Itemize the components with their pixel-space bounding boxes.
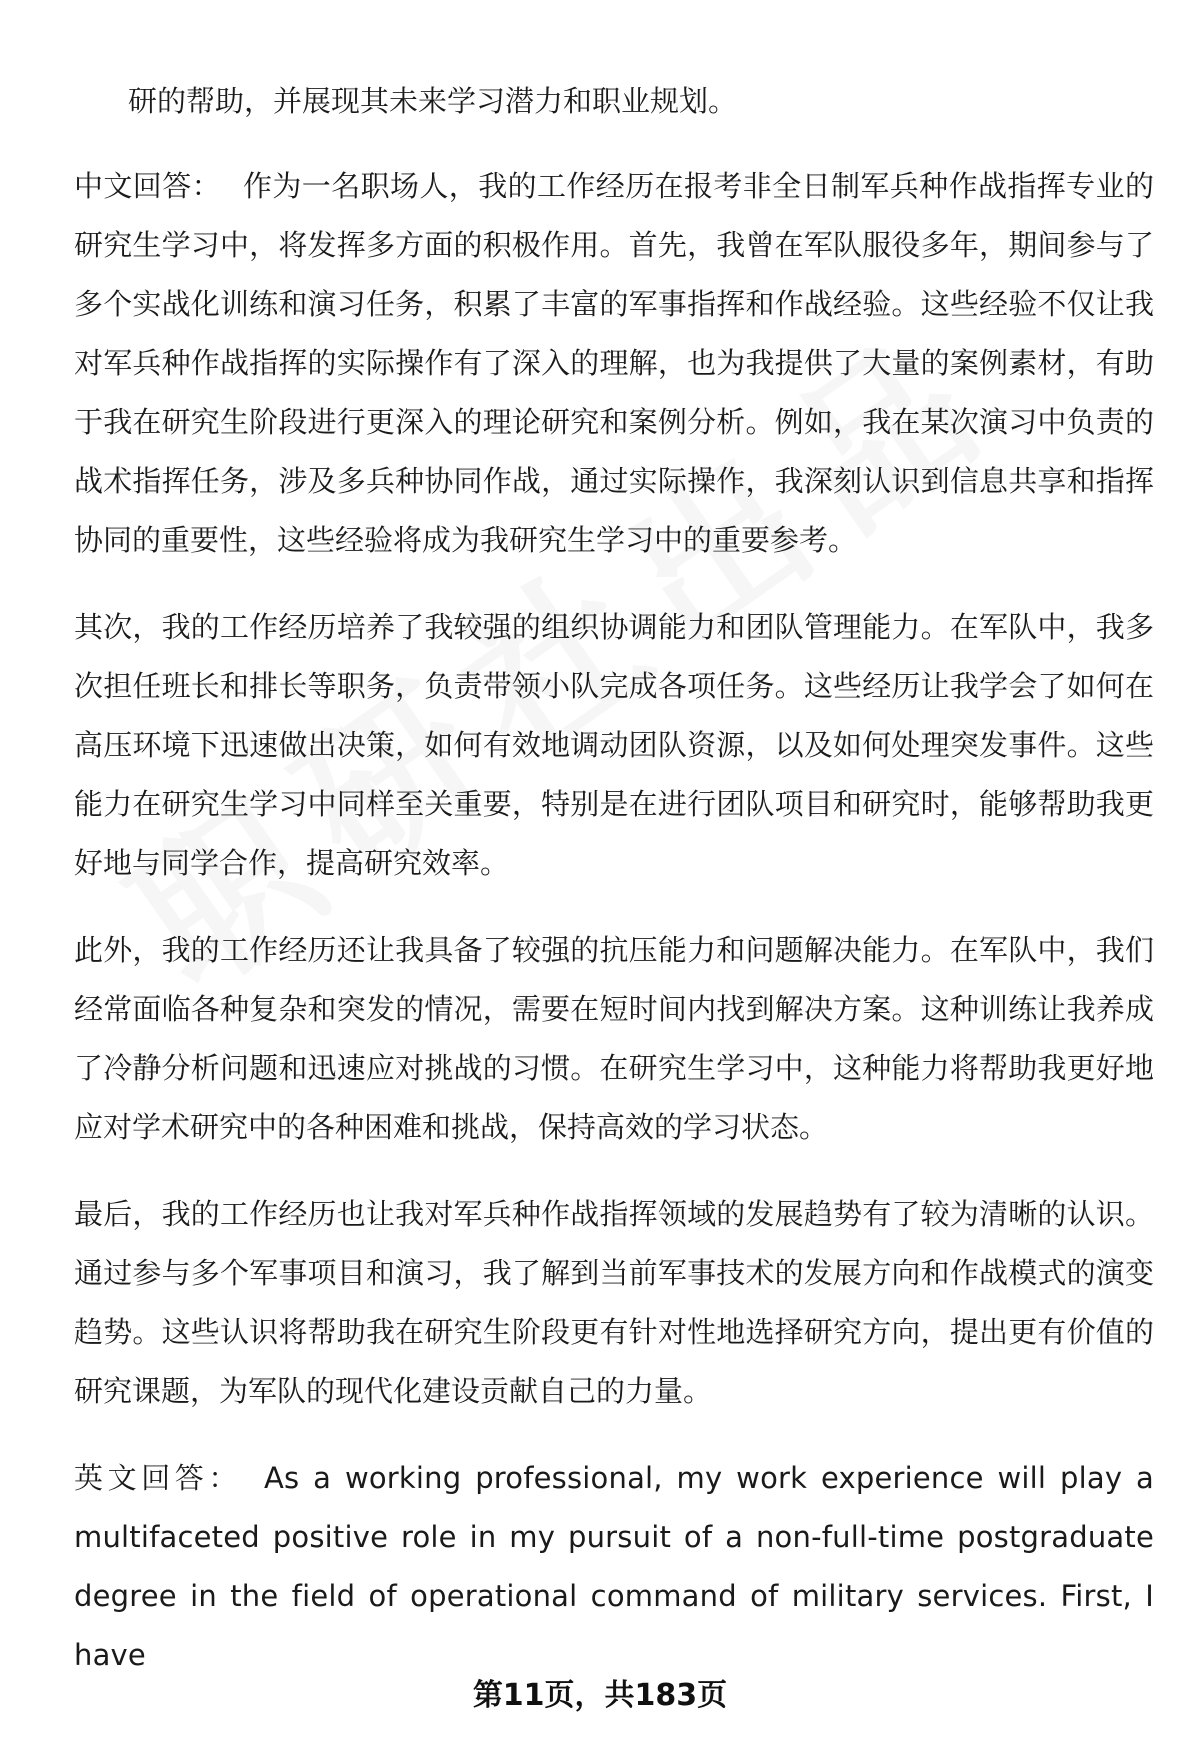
paragraph-chinese-answer-4: 最后，我的工作经历也让我对军兵种作战指挥领域的发展趋势有了较为清晰的认识。通过参与多个军事项目和演习，我了解到当前军事技术的发展方向和作战模式的演变趋势。这些认识将帮助我在研究生阶段更有针对性地选择研究方向，提出更有价值的研究课题，为军队的现代化建设贡献自己的力量。: [74, 1197, 1154, 1408]
paragraph-intro-tail: 研的帮助，并展现其未来学习潜力和职业规划。: [128, 84, 738, 118]
paragraph-chinese-answer-3: 此外，我的工作经历还让我具备了较强的抗压能力和问题解决能力。在军队中，我们经常面临各种复杂和突发的情况，需要在短时间内找到解决方案。这种训练让我养成了冷静分析问题和迅速应对挑战的习惯。在研究生学习中，这种能力将帮助我更好地应对学术研究中的各种困难和挑战，保持高效的学习状态。: [74, 933, 1154, 1144]
paragraph-chinese-answer-1: [74, 157, 1154, 570]
document-body: [74, 72, 1154, 1713]
chinese-answer-label: 中文回答：: [74, 169, 221, 203]
english-answer-text-1: As a working professional, my work experience will play a multifaceted positive role in my pursuit of a non-full-time postgraduate degree in the field of operational command of military services. First, I have: [74, 1461, 1154, 1672]
paragraph-english-answer-1: [74, 1449, 1154, 1685]
paragraph-chinese-answer-2: 其次，我的工作经历培养了我较强的组织协调能力和团队管理能力。在军队中，我多次担任班长和排长等职务，负责带领小队完成各项任务。这些经历让我学会了如何在高压环境下迅速做出决策，如何有效地调动团队资源，以及如何处理突发事件。这些能力在研究生学习中同样至关重要，特别是在进行团队项目和研究时，能够帮助我更好地与同学合作，提高研究效率。: [74, 610, 1154, 880]
page-number-footer: 第11页，共183页: [472, 1678, 728, 1713]
chinese-answer-text-1: 作为一名职场人，我的工作经历在报考非全日制军兵种作战指挥专业的研究生学习中，将发挥多方面的积极作用。首先，我曾在军队服役多年，期间参与了多个实战化训练和演习任务，积累了丰富的军事指挥和作战经验。这些经验不仅让我对军兵种作战指挥的实际操作有了深入的理解，也为我提供了大量的案例素材，有助于我在研究生阶段进行更深入的理论研究和案例分析。例如，我在某次演习中负责的战术指挥任务，涉及多兵种协同作战，通过实际操作，我深刻认识到信息共享和指挥协同的重要性，这些经验将成为我研究生学习中的重要参考。: [74, 169, 1154, 557]
english-answer-label: 英文回答：: [74, 1461, 242, 1495]
